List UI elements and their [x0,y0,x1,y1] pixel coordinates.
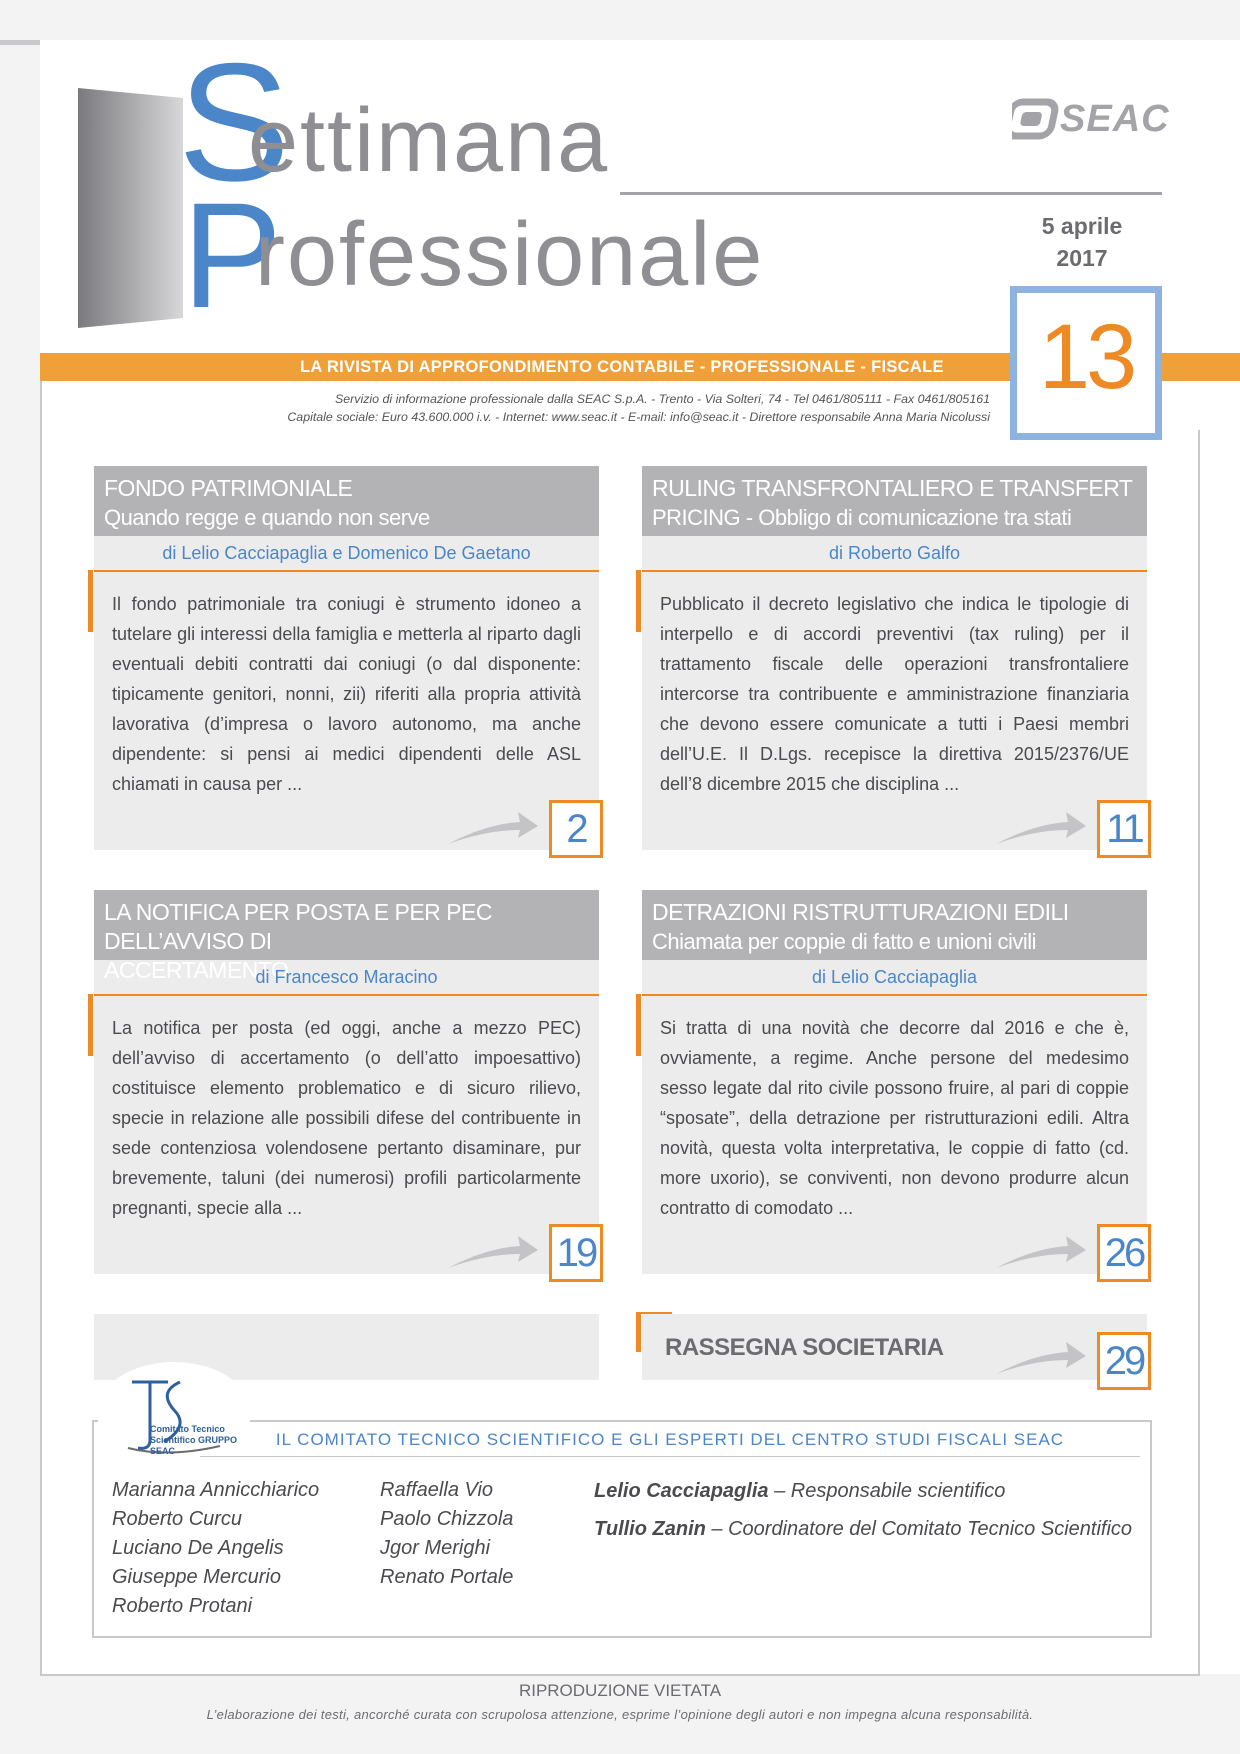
frame-bottom [40,1674,1200,1676]
lead-role: – Coordinatore del Comitato Tecnico Scientifico [705,1518,1133,1540]
masthead-rule [620,192,1162,195]
footer-title: RIPRODUZIONE VIETATA [518,1681,722,1700]
logo-word-settimana: ettimana [248,91,610,191]
author-rule [636,1312,672,1314]
article-title-line: FONDO PATRIMONIALE [104,475,353,501]
arrow-icon [994,1230,1088,1270]
logo-word-professionale: rofessionale [255,205,765,305]
page-number-box[interactable] [1097,800,1151,858]
author-rule [642,994,1147,996]
article-abstract: La notifica per posta (ed oggi, anche a mezzo PEC) dell’avviso di accertamento (o dell’atto impoesattivo) costituisce elemento problematico e di sicuro rilievo, specie in relazione alle possibili difese del contribuente in sede contenziosa volendosene pertanto disaminare, pur brevemente, taluni (dei numerosi) profili particolarmente pregnanti, specie alla ... [112,1018,581,1218]
committee-member: Giuseppe Mercurio [112,1566,281,1588]
author-rule [642,570,1147,572]
page-number: 19 [556,1231,596,1275]
article-subtitle: Quando regge e quando non serve [104,505,430,530]
rassegna-label: RASSEGNA SOCIETARIA [665,1334,944,1361]
lead-name: Tullio Zanin [594,1518,706,1540]
article-subtitle: PRICING - Obbligo di comunicazione tra stati [652,505,1072,530]
article-title [652,898,1137,956]
page-number-box[interactable] [549,1224,603,1282]
page-number-box[interactable] [1097,1224,1151,1282]
article-header [642,466,1147,536]
arrow-icon [446,1230,540,1270]
publisher-info-line: Capitale sociale: Euro 43.600.000 i.v. - Internet: www.seac.it - E-mail: info@seac.it - Direttore responsabile Anna Maria Nicolussi [287,410,990,424]
author-rule [94,570,599,572]
issue-number-box [1010,286,1162,440]
article-author: di Lelio Cacciapaglia e Domenico De Gaetano [162,543,531,563]
article-author: di Roberto Galfo [828,543,961,563]
page-number: 29 [1104,1339,1144,1383]
article-title-line: LA NOTIFICA PER POSTA E PER PEC DELL’AVVISO DI [104,899,492,954]
committee-member: Renato Portale [380,1566,514,1588]
committee-member: Roberto Protani [112,1595,253,1617]
arrow-icon [446,806,540,846]
logo-letter-s: S [178,28,291,216]
issue-number: 13 [1038,306,1134,408]
page-number: 11 [1106,807,1142,851]
issue-date: 5 aprile 2017 [1041,213,1123,271]
committee-rule [200,1456,1140,1457]
accent-bar [88,994,93,1056]
committee-member: Marianna Annicchiarico [112,1479,320,1501]
article-abstract: Pubblicato il decreto legislativo che indica le tipologie di interpello e di accordi preventivi (tax ruling) per il trattamento fiscale delle operazioni transfrontaliere intercorse tra contribuente e amministrazione finanziaria che devono essere comunicate a tutti i Paesi membri dell’U.E. Il D.Lgs. recepisce la direttiva 2015/2376/UE dell’8 dicembre 2015 che disciplina ... [660,594,1129,794]
article-abstract: Si tratta di una novità che decorre dal 2016 e che è, ovviamente, a regime. Anche persone del medesimo sesso legate dal rito civile possono fruire, al pari di coppie “sposate”, della detrazione per ristrutturazioni edili. Altra novità, questa volta interpretativa, le coppie di fatto (cd. more uxorio), se conviventi, non devono produrre alcun contratto di comodato ... [660,1018,1129,1218]
article-title-line: DETRAZIONI RISTRUTTURAZIONI EDILI [652,899,1069,925]
article-title [104,474,589,532]
accent-bar [636,570,641,632]
committee-lead [594,1518,1132,1541]
publisher-info-line: Servizio di informazione professionale dalla SEAC S.p.A. - Trento - Via Solteri, 74 - Tel 0461/805111 - Fax 0461/805161 [334,392,990,406]
committee-member: Roberto Curcu [112,1508,243,1530]
article-subtitle: ACCERTAMENTO [104,957,289,983]
committee-member: Jgor Merighi [380,1537,491,1559]
author-rule [94,994,599,996]
seac-logo-text: SEAC [1060,98,1170,140]
article-header [94,466,599,536]
accent-bar [88,570,93,632]
accent-bar [636,994,641,1056]
committee-member: Raffaella Vio [380,1479,494,1501]
article-author: di Francesco Maracino [255,967,438,987]
committee-heading: IL COMITATO TECNICO SCIENTIFICO E GLI ESPERTI DEL CENTRO STUDI FISCALI SEAC [275,1430,1065,1449]
article-title-line: RULING TRANSFRONTALIERO E TRANSFERT [652,475,1133,501]
committee-member: Paolo Chizzola [380,1508,514,1530]
article-header [642,890,1147,960]
publisher-info [230,390,990,426]
lead-name: Lelio Cacciapaglia [594,1480,769,1502]
article-author: di Lelio Cacciapaglia [811,967,978,987]
article-subtitle: Chiamata per coppie di fatto e unioni civili [652,929,1037,954]
committee-member: Luciano De Angelis [112,1537,284,1559]
page-number: 2 [566,807,586,851]
page-number: 26 [1104,1231,1144,1275]
frame-right [1198,430,1200,1675]
arrow-icon [994,806,1088,846]
logo-letter-p: P [182,171,283,339]
logo-slab-graphic [78,88,183,328]
footer-disclaimer: L’elaborazione dei testi, ancorché curata con scrupolosa attenzione, esprime l’opinione degli autori e non impegna alcuna responsabilità. [206,1707,1034,1722]
article-abstract: Il fondo patrimoniale tra coniugi è strumento idoneo a tutelare gli interessi della famiglia e metterla al riparto dagli eventuali debiti contratti dai coniugi (o dal disponente: tipicamente genitori, nonni, zii) riferiti alla propria attività lavorativa (d’impresa o lavoro autonomo, ma anche dipendente: si pensi ai medici dipendenti delle ASL chiamati in causa per ... [112,594,581,794]
frame-left [40,380,42,1675]
article-title [652,474,1137,532]
tagline: LA RIVISTA DI APPROFONDIMENTO CONTABILE - PROFESSIONALE - FISCALE [300,358,944,376]
arrow-icon [994,1336,1088,1376]
lead-role: – Responsabile scientifico [768,1480,1006,1502]
cts-logo-text: Comitato Tecnico Scientifico GRUPPO SEAC [150,1424,238,1456]
page-number-box[interactable] [549,800,603,858]
page-number-box[interactable] [1097,1332,1151,1390]
committee-lead [594,1480,1005,1503]
accent-bar [636,1312,641,1352]
